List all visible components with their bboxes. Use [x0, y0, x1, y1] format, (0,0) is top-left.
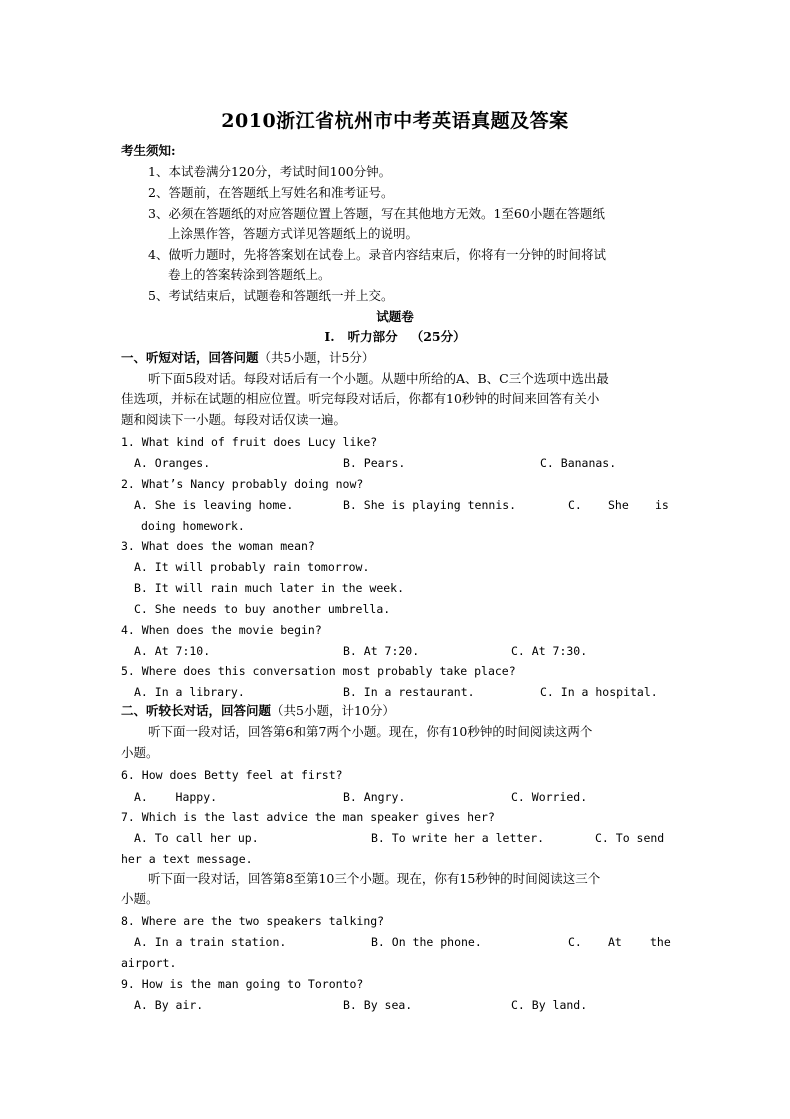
q8-option-c-word: the: [650, 935, 671, 949]
section2-heading-title: 二、听较长对话，回答问题: [121, 703, 272, 718]
q4-option-b: B. At 7:20.: [343, 644, 420, 658]
question-6: 6. How does Betty feel at first?: [121, 768, 343, 782]
q8-option-c-continuation: airport.: [121, 956, 177, 970]
question-4: 4. When does the movie begin?: [121, 623, 322, 637]
notice-item: 2、答题前，在答题纸上写姓名和准考证号。: [148, 185, 394, 200]
q7-option-b: B. To write her a letter.: [371, 831, 545, 845]
q8-option-a: A. In a train station.: [134, 935, 287, 949]
notice-heading: 考生须知:: [121, 143, 176, 158]
q5-option-b: B. In a restaurant.: [343, 685, 475, 699]
q7-option-c-continuation: her a text message.: [121, 852, 253, 866]
q9-option-c: C. By land.: [511, 998, 588, 1012]
q3-option-b: B. It will rain much later in the week.: [134, 581, 405, 595]
section1-intro: 佳选项，并标在试题的相应位置。听完每段对话后，你都有10秒钟的时间来回答有关小: [121, 391, 600, 406]
question-3: 3. What does the woman mean?: [121, 539, 315, 553]
question-7: 7. Which is the last advice the man speaker gives her?: [121, 810, 495, 824]
q8-option-c-letter: C.: [568, 935, 582, 949]
q7-option-c: C. To send: [595, 831, 665, 845]
section2-intro: 听下面一段对话，回答第8至第10三个小题。现在，你有15秒钟的时间阅读这三个: [148, 871, 601, 886]
exam-label: 试题卷: [376, 309, 414, 324]
q6-option-b: B. Angry.: [343, 790, 406, 804]
section2-intro: 小题。: [121, 891, 159, 906]
notice-item: 4、做听力题时，先将答案划在试卷上。录音内容结束后，你将有一分钟的时间将试: [148, 247, 606, 262]
question-5: 5. Where does this conversation most probably take place?: [121, 664, 516, 678]
section2-heading: [121, 703, 395, 719]
notice-item: 3、必须在答题纸的对应答题位置上答题，写在其他地方无效。1至60小题在答题纸: [148, 206, 605, 221]
section1-intro: 听下面5段对话。每段对话后有一个小题。从题中所给的A、B、C三个选项中选出最: [148, 371, 609, 386]
section2-intro: 小题。: [121, 745, 159, 760]
document-title: 2010浙江省杭州市中考英语真题及答案: [221, 110, 569, 132]
q2-option-c-letter: C.: [568, 498, 582, 512]
notice-item: 5、考试结束后，试题卷和答题纸一并上交。: [148, 288, 394, 303]
q3-option-c: C. She needs to buy another umbrella.: [134, 602, 391, 616]
q9-option-a: A. By air.: [134, 998, 204, 1012]
notice-item-continuation: 上涂黑作答，答题方式详见答题纸上的说明。: [168, 226, 419, 241]
q8-option-b: B. On the phone.: [371, 935, 482, 949]
q1-option-a: A. Oranges.: [134, 456, 211, 470]
q7-option-a: A. To call her up.: [134, 831, 259, 845]
q4-option-c: C. At 7:30.: [511, 644, 588, 658]
q2-option-a: A. She is leaving home.: [134, 498, 294, 512]
section2-heading-score: （共5小题，计10分）: [271, 703, 395, 718]
q4-option-a: A. At 7:10.: [134, 644, 211, 658]
question-8: 8. Where are the two speakers talking?: [121, 914, 385, 928]
q1-option-b: B. Pears.: [343, 456, 406, 470]
q5-option-c: C. In a hospital.: [540, 685, 658, 699]
q6-option-a: A. Happy.: [134, 790, 218, 804]
q8-option-c-word: At: [608, 935, 622, 949]
part-heading: I. 听力部分 （25分）: [324, 329, 466, 344]
q1-option-c: C. Bananas.: [540, 456, 617, 470]
q2-option-c-word: She: [608, 498, 629, 512]
question-2: 2. What’s Nancy probably doing now?: [121, 477, 364, 491]
q3-option-a: A. It will probably rain tomorrow.: [134, 560, 370, 574]
section1-intro: 题和阅读下一小题。每段对话仅读一遍。: [121, 412, 347, 427]
q6-option-c: C. Worried.: [511, 790, 588, 804]
notice-item: 1、本试卷满分120分，考试时间100分钟。: [148, 164, 392, 179]
question-1: 1. What kind of fruit does Lucy like?: [121, 435, 378, 449]
q2-option-b: B. She is playing tennis.: [343, 498, 517, 512]
notice-item-continuation: 卷上的答案转涂到答题纸上。: [168, 267, 331, 282]
section1-heading-title: 一、听短对话，回答问题: [121, 350, 259, 365]
q5-option-a: A. In a library.: [134, 685, 245, 699]
question-9: 9. How is the man going to Toronto?: [121, 977, 364, 991]
section1-heading-score: （共5小题，计5分）: [258, 350, 375, 365]
q9-option-b: B. By sea.: [343, 998, 413, 1012]
q2-option-c-continuation: doing homework.: [141, 519, 245, 533]
section1-heading: [121, 350, 374, 366]
section2-intro: 听下面一段对话，回答第6和第7两个小题。现在，你有10秒钟的时间阅读这两个: [148, 724, 593, 739]
q2-option-c-word: is: [655, 498, 669, 512]
